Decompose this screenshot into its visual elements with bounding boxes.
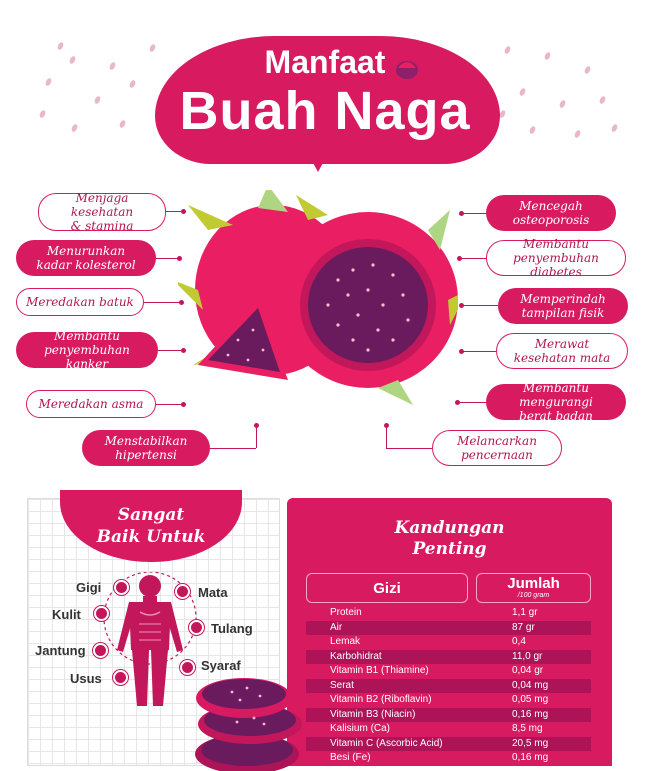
table-row: Serat 0,04 mg	[306, 679, 591, 694]
title-manfaat: Manfaat	[264, 44, 386, 80]
benefit-kanker: Membantu penyembuhan kanker	[16, 332, 158, 368]
table-row: Vitamin B3 (Niacin) 0,16 mg	[306, 708, 591, 723]
benefit-batuk: Meredakan batuk	[16, 288, 144, 316]
nerve-icon	[180, 660, 195, 675]
column-header-jumlah	[476, 573, 591, 603]
benefit-pencernaan: Melancarkan pencernaan	[432, 430, 562, 466]
table-row: Air 87 gr	[306, 621, 591, 636]
table-row: Karbohidrat 11,0 gr	[306, 650, 591, 665]
organ-syaraf: Syaraf	[201, 658, 241, 673]
kandungan-title: Kandungan Penting	[394, 518, 505, 559]
eye-icon	[175, 584, 190, 599]
sangat-baik-title: Sangat Baik Untuk	[96, 505, 206, 547]
benefit-hipertensi: Menstabilkan hipertensi	[82, 430, 210, 466]
benefit-mata: Merawat kesehatan mata	[496, 333, 628, 369]
stacked-slices-illustration	[192, 676, 304, 771]
benefit-tampilan: Memperindah tampilan fisik	[498, 288, 628, 324]
organ-gigi: Gigi	[76, 580, 102, 595]
benefit-stamina: Menjaga kesehatan & stamina	[38, 193, 166, 231]
page-title: Buah Naga	[179, 81, 471, 141]
title-banner-tail	[306, 150, 330, 172]
organ-jantung: Jantung	[35, 643, 86, 658]
table-row: Vitamin B2 (Riboflavin) 0,05 mg	[330, 694, 549, 705]
benefit-berat-badan: Membantu mengurangi berat badan	[486, 384, 626, 420]
nutrition-table	[306, 573, 606, 771]
bone-icon	[189, 620, 204, 635]
tooth-icon	[114, 580, 129, 595]
table-row: Protein 1,1 gr	[330, 607, 538, 618]
organ-usus: Usus	[70, 671, 102, 686]
intestine-icon	[113, 670, 128, 685]
dragon-fruit-illustration	[178, 190, 458, 415]
heart-icon	[93, 643, 108, 658]
column-header-gizi: Gizi	[306, 573, 468, 603]
mini-dragonfruit-icon	[394, 56, 420, 82]
organ-kulit: Kulit	[52, 607, 81, 622]
benefit-asma: Meredakan asma	[26, 390, 156, 418]
organ-tulang: Tulang	[211, 621, 253, 636]
jumlah-label: Jumlah	[507, 575, 560, 592]
jumlah-unit: /100 gram	[517, 592, 550, 599]
benefit-osteoporosis: Mencegah osteoporosis	[486, 195, 616, 231]
table-row: Lemak 0,4	[330, 636, 526, 647]
table-row: Vitamin B1 (Thiamine) 0,04 gr	[330, 665, 544, 676]
title-line1	[0, 44, 650, 81]
skin-icon	[94, 606, 109, 621]
organ-mata: Mata	[198, 585, 228, 600]
table-row: Besi (Fe) 0,16 mg	[330, 752, 549, 763]
table-row: Vitamin C (Ascorbic Acid) 20,5 mg	[306, 737, 591, 752]
benefit-diabetes: Membantu penyembuhan diabetes	[486, 240, 626, 276]
table-row: Kalisium (Ca) 8,5 mg	[330, 723, 543, 734]
benefit-kolesterol: Menurunkan kadar kolesterol	[16, 240, 156, 276]
